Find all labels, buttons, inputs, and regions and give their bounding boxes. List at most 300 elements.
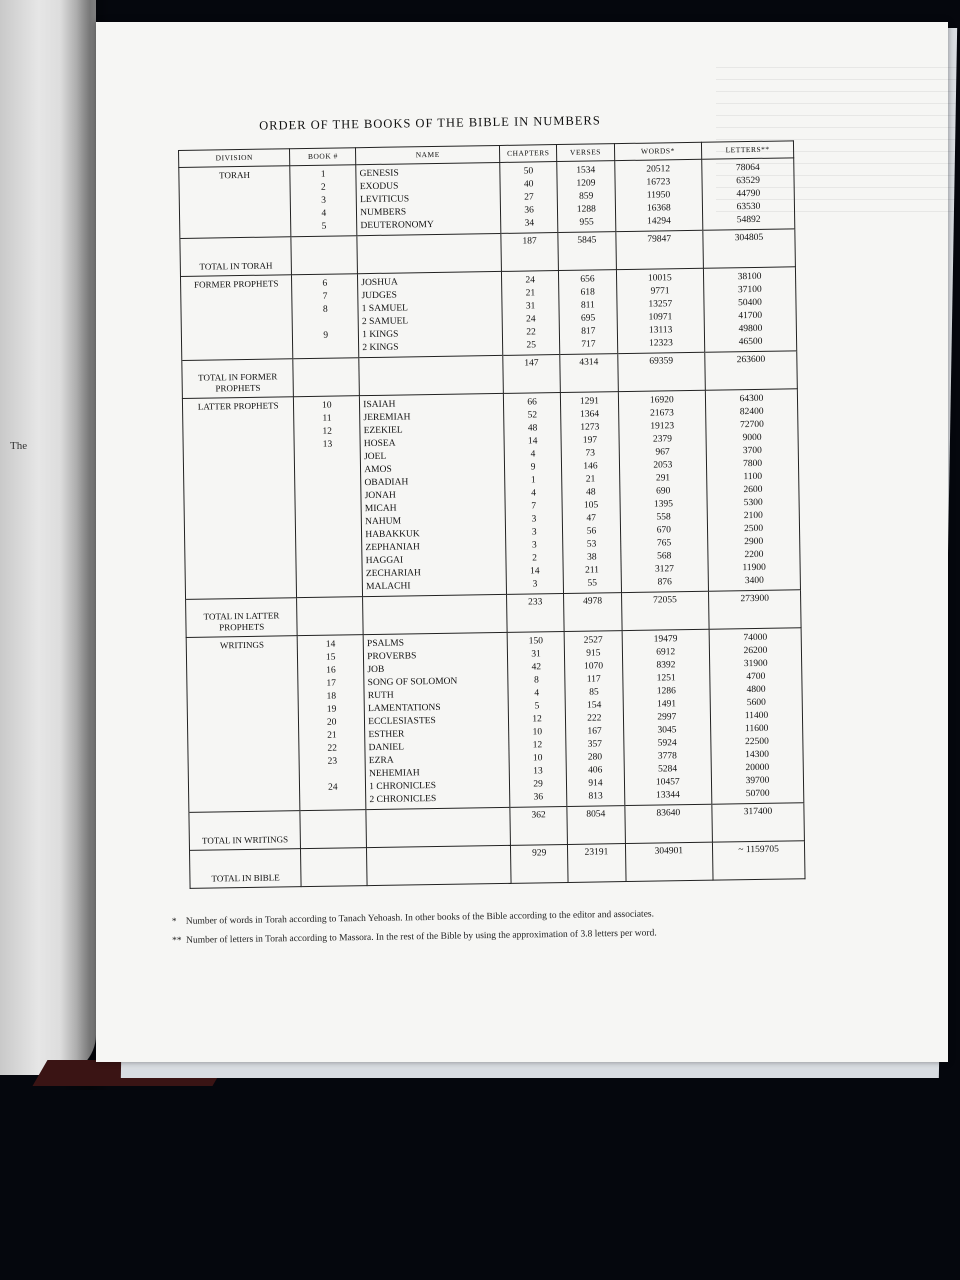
words-value: 10457 — [655, 777, 680, 788]
book-name: DANIEL — [368, 742, 405, 754]
book-name: ZEPHANIAH — [365, 542, 420, 554]
book-number: 20 — [326, 717, 337, 728]
empty-cell — [291, 236, 358, 275]
verses-value: 1534 — [576, 165, 596, 176]
verses-value-cell — [561, 392, 621, 594]
verses-value: 717 — [581, 339, 596, 350]
verses-value-cell — [564, 631, 624, 807]
verses-value: 280 — [587, 752, 603, 763]
book-number — [300, 542, 359, 556]
words-value: 3045 — [657, 725, 677, 736]
book-number — [303, 794, 362, 808]
words-value: 6912 — [656, 647, 676, 658]
verses-value: 85 — [589, 687, 599, 698]
footnote-text: Number of words in Torah according to Tanach Yehoash. In other books of the Bible according to the editor and associates. — [185, 909, 655, 927]
words-value: 11950 — [646, 190, 671, 201]
total-label: TOTAL IN LATTER PROPHETS — [186, 598, 298, 638]
verses-value: 695 — [580, 313, 596, 324]
total-chapters: 233 — [507, 593, 565, 632]
words-value: 8392 — [656, 660, 676, 671]
words-value: 13257 — [648, 299, 673, 310]
total-verses: 8054 — [567, 806, 625, 845]
letters-value: 50700 — [745, 788, 770, 800]
total-letters: 304805 — [703, 229, 795, 268]
book-name: PSALMS — [366, 638, 405, 650]
verses-value: 56 — [586, 526, 597, 537]
verses-value: 73 — [585, 448, 596, 459]
book-number: 8 — [322, 304, 328, 315]
book-number: 4 — [321, 208, 327, 219]
book-number: 7 — [322, 291, 328, 302]
letters-value: 5600 — [746, 697, 766, 709]
book-name-cell — [360, 393, 507, 596]
table-body — [179, 158, 805, 889]
letters-value: 7800 — [742, 458, 763, 470]
book-name: NEHEMIAH — [368, 768, 420, 780]
letters-value: 82400 — [739, 406, 764, 418]
letters-value: 5300 — [743, 497, 763, 509]
letters-value: 22500 — [744, 736, 769, 748]
header-book-number: BOOK # — [290, 148, 356, 166]
verses-value: 47 — [586, 513, 597, 524]
letters-value: 11400 — [744, 710, 769, 722]
letters-value-cell — [702, 158, 795, 230]
book-name-cell — [363, 632, 509, 809]
words-value: 876 — [657, 577, 672, 588]
letters-value: 3700 — [742, 445, 762, 457]
total-label: TOTAL IN WRITINGS — [189, 811, 301, 851]
chapters-value: 150 — [528, 636, 544, 647]
total-words: 72055 — [621, 591, 709, 630]
book-name: NAHUM — [365, 516, 402, 528]
letters-value: 44790 — [736, 188, 761, 200]
chapters-value: 12 — [532, 714, 542, 725]
book-number: 5 — [321, 221, 327, 232]
book-name: ZECHARIAH — [365, 568, 421, 580]
chapters-value-cell — [503, 393, 563, 595]
words-value: 14294 — [647, 216, 671, 227]
empty-cell — [293, 358, 360, 397]
chapters-value: 31 — [525, 301, 536, 312]
letters-value: 1100 — [743, 471, 763, 483]
words-value: 1491 — [657, 699, 677, 710]
book-number — [299, 503, 358, 517]
book-number: 10 — [321, 400, 332, 411]
verses-value: 1070 — [583, 661, 604, 672]
words-value: 967 — [655, 447, 670, 458]
footnote-mark: ** — [172, 935, 182, 947]
header-letters: LETTERS** — [702, 141, 794, 159]
total-letters: 263600 — [705, 351, 797, 390]
letters-value: 64300 — [739, 393, 764, 405]
verses-value: 2527 — [583, 635, 603, 646]
book-name: 2 CHRONICLES — [369, 794, 437, 806]
total-words: 69359 — [617, 352, 705, 391]
book-name: JEREMIAH — [363, 412, 411, 424]
book-name: RUTH — [367, 690, 394, 702]
total-verses: 4314 — [560, 354, 618, 393]
chapters-value: 52 — [527, 410, 538, 421]
book-number: 14 — [325, 639, 336, 650]
book-name: OBADIAH — [364, 477, 409, 489]
book-name: PROVERBS — [367, 651, 417, 663]
chapters-value: 4 — [530, 449, 536, 460]
words-value: 690 — [656, 486, 671, 497]
letters-value: 2200 — [744, 549, 764, 561]
chapters-value: 27 — [524, 192, 534, 203]
book-name: 1 SAMUEL — [361, 303, 409, 315]
book-name: ECCLESIASTES — [368, 716, 436, 728]
words-value: 3127 — [654, 564, 675, 575]
verses-value: 813 — [588, 791, 603, 802]
chapters-value: 12 — [532, 740, 543, 751]
footnote-text: Number of letters in Torah according to Massora. In the rest of the Bible by using the approximation of 3.8 letters per word. — [186, 928, 657, 946]
words-value: 2053 — [653, 460, 673, 471]
words-value-cell — [616, 268, 705, 353]
book-name: LEVITICUS — [359, 194, 410, 206]
book-name: EZRA — [368, 755, 394, 767]
book-name: EXODUS — [359, 181, 399, 193]
book-number — [298, 464, 357, 478]
verses-value: 955 — [579, 217, 594, 228]
book-name: 2 SAMUEL — [361, 316, 409, 328]
letters-value: 50400 — [738, 297, 762, 309]
book-name: JOEL — [364, 451, 387, 463]
words-value: 10015 — [647, 273, 672, 284]
table-title: ORDER OF THE BOOKS OF THE BIBLE IN NUMBERS — [259, 113, 601, 133]
total-letters: 317400 — [712, 803, 804, 842]
chapters-value: 36 — [524, 205, 534, 216]
book-number — [303, 768, 362, 782]
words-value: 670 — [656, 525, 672, 536]
book-name: JOB — [367, 664, 385, 676]
verses-value: 55 — [587, 578, 598, 589]
book-name: JUDGES — [361, 290, 398, 302]
letters-value: 4700 — [746, 671, 766, 683]
verses-value: 1273 — [580, 422, 600, 433]
total-chapters: 147 — [503, 355, 561, 394]
chapters-value: 8 — [534, 675, 539, 686]
book-number: 21 — [327, 730, 337, 741]
verses-value: 117 — [586, 674, 601, 685]
chapters-value-cell — [501, 271, 560, 356]
words-value: 21673 — [650, 408, 674, 419]
book-number-cell — [297, 635, 366, 811]
division-name: FORMER PROPHETS — [180, 275, 293, 361]
chapters-value: 42 — [531, 662, 542, 673]
book-number-cell — [290, 165, 357, 237]
book-name: AMOS — [364, 464, 392, 476]
letters-value: 9000 — [742, 432, 762, 444]
letters-value: 2600 — [743, 484, 763, 496]
left-page-text-fragment: The — [10, 440, 28, 452]
book-name: MALACHI — [366, 581, 411, 593]
letters-value: 31900 — [743, 658, 768, 670]
words-value: 19479 — [653, 634, 678, 645]
book-name: 1 KINGS — [362, 329, 399, 341]
total-chapters: 187 — [501, 233, 559, 272]
book-name: HABAKKUK — [365, 529, 420, 541]
chapters-value: 48 — [527, 423, 538, 434]
words-value: 5924 — [657, 738, 677, 749]
grand-total-words: 304901 — [625, 842, 713, 881]
book-name: SONG OF SOLOMON — [367, 676, 458, 689]
letters-value: 46500 — [738, 336, 763, 348]
words-value: 13113 — [648, 325, 673, 336]
book-number — [299, 529, 358, 543]
words-value: 568 — [657, 551, 672, 562]
book-number: 1 — [320, 169, 326, 180]
letters-value: 63530 — [736, 201, 761, 213]
letters-value: 11600 — [744, 723, 769, 735]
words-value: 16920 — [649, 395, 674, 406]
empty-cell — [301, 848, 368, 887]
words-value: 558 — [656, 512, 671, 523]
chapters-value: 21 — [525, 288, 536, 299]
division-name: TORAH — [179, 166, 291, 239]
book-name: JONAH — [364, 490, 396, 502]
verses-value: 1209 — [576, 178, 596, 189]
verses-value: 915 — [586, 648, 601, 659]
chapters-value: 14 — [527, 436, 538, 447]
verses-value: 811 — [580, 300, 595, 311]
verses-value-cell — [557, 161, 615, 233]
letters-value: 72700 — [739, 419, 764, 431]
words-value: 13344 — [656, 790, 680, 801]
verses-value-cell — [559, 270, 618, 355]
verses-value: 914 — [588, 778, 603, 789]
letters-value-cell — [704, 267, 797, 352]
words-value: 3778 — [657, 751, 677, 762]
division-group-row — [182, 389, 800, 600]
chapters-value: 3 — [531, 514, 537, 525]
verses-value: 211 — [585, 565, 600, 576]
book-number: 11 — [322, 413, 332, 424]
bible-numbers-table — [178, 140, 806, 889]
verses-value: 357 — [587, 739, 602, 750]
letters-value: 74000 — [743, 632, 768, 644]
verses-value: 53 — [586, 539, 597, 550]
book-name: EZEKIEL — [363, 425, 403, 437]
book-number — [300, 555, 359, 569]
letters-value: 3400 — [744, 575, 764, 587]
book-number: 24 — [327, 782, 338, 793]
words-value: 1286 — [656, 686, 676, 697]
total-words: 79847 — [615, 230, 703, 269]
letters-value: 78064 — [735, 162, 760, 174]
letters-value: 2100 — [743, 510, 763, 522]
verses-value: 859 — [578, 191, 594, 202]
empty-cell — [359, 355, 503, 395]
chapters-value: 5 — [534, 701, 540, 712]
verses-value: 197 — [582, 435, 598, 446]
book-number — [296, 316, 355, 330]
words-value: 16723 — [646, 177, 671, 188]
chapters-value: 66 — [527, 397, 537, 408]
empty-cell — [366, 807, 510, 847]
words-value: 1395 — [653, 499, 674, 510]
chapters-value: 10 — [532, 727, 543, 738]
empty-cell — [357, 233, 501, 273]
chapters-value: 4 — [534, 688, 540, 699]
total-chapters: 362 — [510, 806, 568, 845]
book-number — [298, 451, 357, 465]
chapters-value: 2 — [532, 553, 538, 564]
book-number — [300, 581, 359, 595]
total-verses: 5845 — [558, 232, 616, 271]
letters-value: 20000 — [745, 762, 770, 774]
header-words: WORDS* — [614, 142, 702, 160]
chapters-value: 29 — [533, 779, 543, 790]
book-number-cell — [294, 396, 363, 598]
verses-value: 1291 — [579, 396, 599, 407]
letters-value: 26200 — [743, 645, 768, 657]
chapters-value: 1 — [530, 475, 536, 486]
verses-value: 817 — [581, 326, 596, 337]
chapters-value: 3 — [531, 527, 537, 538]
bible-numbers-table-wrap — [178, 140, 806, 889]
book-number: 22 — [327, 743, 338, 754]
book-name: ISAIAH — [363, 399, 396, 411]
words-value: 9771 — [650, 286, 670, 297]
words-value: 12323 — [648, 338, 673, 349]
book-name: ESTHER — [368, 729, 405, 741]
division-group-row — [186, 628, 804, 813]
letters-value-cell — [705, 389, 800, 591]
words-value: 20512 — [646, 164, 671, 175]
chapters-value: 36 — [533, 792, 544, 803]
total-words: 83640 — [624, 804, 712, 843]
chapters-value-cell — [507, 631, 567, 807]
words-value: 19123 — [650, 421, 675, 432]
footnote-mark: * — [171, 916, 177, 928]
letters-value: 49800 — [738, 323, 763, 335]
letters-value: 39700 — [745, 775, 770, 787]
book-number — [298, 477, 357, 491]
letters-value: 37100 — [737, 284, 762, 296]
division-name: LATTER PROPHETS — [182, 397, 296, 600]
book-number: 23 — [327, 756, 338, 767]
chapters-value: 7 — [531, 501, 537, 512]
book-number: 2 — [320, 182, 326, 193]
words-value: 5284 — [658, 764, 678, 775]
verses-value: 154 — [586, 700, 602, 711]
header-chapters: CHAPTERS — [499, 145, 557, 163]
book-number: 3 — [321, 195, 327, 206]
words-value: 10971 — [648, 312, 673, 323]
book-name: DEUTERONOMY — [360, 219, 434, 232]
total-letters: 273900 — [709, 590, 801, 629]
letters-value: 41700 — [738, 310, 763, 322]
verses-value: 656 — [580, 274, 595, 285]
letters-value: 2500 — [743, 523, 764, 535]
chapters-value: 25 — [526, 340, 537, 351]
chapters-value: 9 — [530, 462, 536, 473]
verses-value: 222 — [587, 713, 602, 724]
grand-total-letters: ~ 1159705 — [713, 841, 805, 880]
header-division: DIVISION — [179, 149, 291, 168]
footnote-letters — [172, 926, 812, 946]
verses-value: 21 — [585, 474, 596, 485]
chapters-value: 22 — [526, 327, 536, 338]
book-number — [299, 490, 358, 504]
book-number: 16 — [326, 665, 336, 676]
letters-value: 63529 — [736, 175, 761, 187]
words-value-cell — [614, 159, 703, 231]
book-number: 17 — [326, 678, 336, 689]
book-number: 12 — [322, 426, 333, 437]
letters-value: 14300 — [745, 749, 770, 761]
letters-value: 54892 — [736, 214, 761, 226]
book-name-cell — [356, 162, 501, 235]
letters-value-cell — [709, 628, 804, 804]
book-number: 15 — [325, 652, 336, 663]
book-name: HAGGAI — [365, 555, 404, 567]
chapters-value: 13 — [533, 766, 543, 777]
division-group-row — [180, 267, 796, 361]
book-name: GENESIS — [359, 168, 399, 180]
words-value-cell — [618, 390, 709, 592]
book-number — [300, 568, 359, 582]
verses-value: 167 — [587, 726, 602, 737]
book-name: JOSHUA — [361, 277, 398, 289]
division-group-row — [179, 158, 795, 239]
letters-value: 4800 — [746, 684, 766, 696]
book-name: MICAH — [364, 503, 397, 515]
grand-total-chapters: 929 — [510, 844, 568, 883]
header-name: NAME — [356, 145, 500, 164]
grand-total-verses: 23191 — [568, 844, 626, 883]
chapters-value: 3 — [531, 540, 537, 551]
words-value: 16368 — [646, 203, 671, 214]
verses-value: 38 — [587, 552, 597, 563]
book-number: 19 — [326, 704, 337, 715]
verses-value: 48 — [586, 487, 596, 498]
chapters-value: 50 — [523, 166, 534, 177]
words-value: 2379 — [652, 434, 672, 445]
book-name-cell — [358, 271, 503, 357]
book-name: 1 CHRONICLES — [369, 781, 437, 793]
chapters-value: 24 — [525, 275, 536, 286]
chapters-value: 3 — [532, 579, 538, 590]
chapters-value-cell — [500, 162, 558, 234]
book-number-cell — [292, 274, 359, 359]
verses-value: 146 — [583, 461, 598, 472]
total-label: TOTAL IN TORAH — [180, 237, 292, 277]
header-verses: VERSES — [557, 144, 615, 162]
grand-total-label: TOTAL IN BIBLE — [190, 849, 302, 889]
chapters-value: 34 — [524, 218, 535, 229]
book-number — [296, 342, 355, 356]
words-value-cell — [622, 629, 712, 805]
chapters-value: 40 — [523, 179, 534, 190]
verses-value: 105 — [583, 500, 599, 511]
verses-value: 618 — [580, 287, 595, 298]
letters-value: 11900 — [742, 562, 766, 574]
book-name: LAMENTATIONS — [367, 702, 441, 715]
total-label: TOTAL IN FORMER PROPHETS — [182, 359, 294, 399]
book-number: 6 — [322, 278, 328, 289]
letters-value: 38100 — [737, 271, 762, 283]
verses-value: 406 — [588, 765, 603, 776]
chapters-value: 4 — [531, 488, 537, 499]
book-name: HOSEA — [363, 438, 396, 450]
division-name: WRITINGS — [186, 636, 300, 813]
letters-value: 2900 — [744, 536, 764, 548]
verses-value: 1364 — [580, 409, 600, 420]
words-value: 765 — [656, 538, 672, 549]
words-value: 1251 — [656, 673, 676, 684]
